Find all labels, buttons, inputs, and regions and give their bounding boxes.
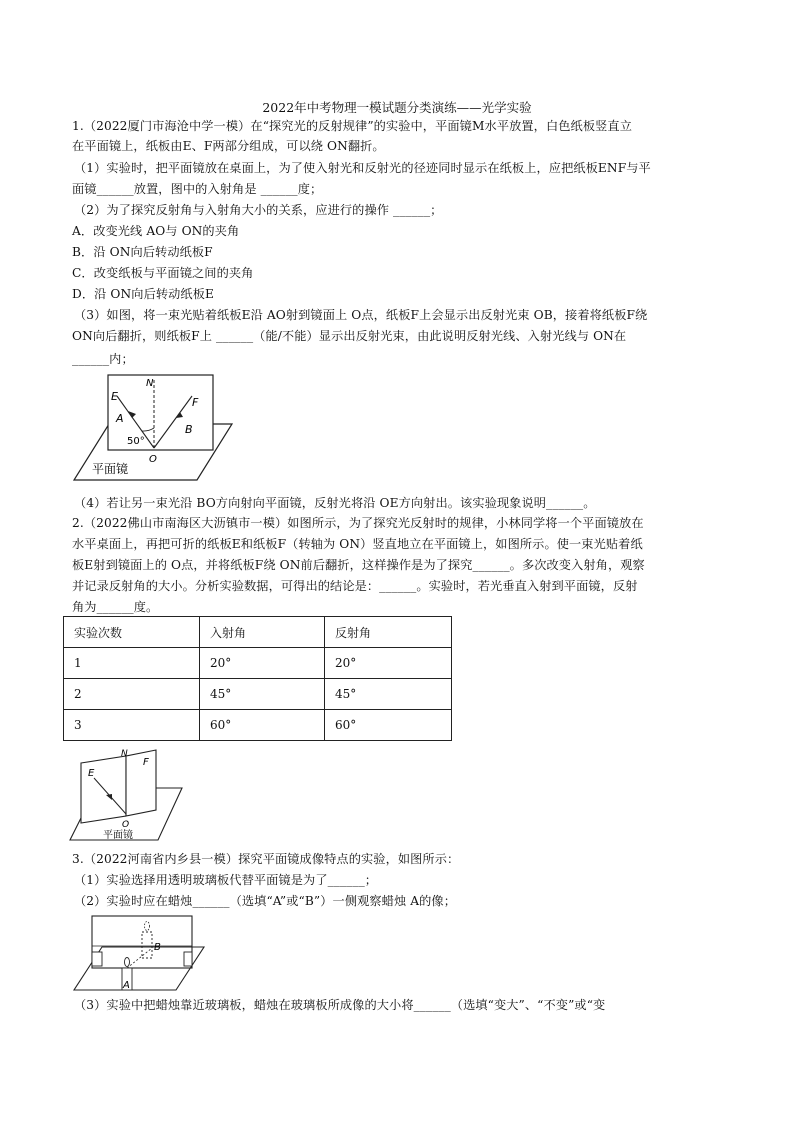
q1-part1-line: 面镜______放置，图中的入射角是 ______度；: [72, 182, 323, 196]
q2-text-line: 角为______度。: [72, 600, 159, 614]
q1-option-b: B．沿 ON向后转动纸板F: [72, 245, 213, 259]
label-e: E: [111, 390, 118, 403]
table-row: [64, 648, 452, 679]
q1-option-d: D．沿 ON向后转动纸板E: [72, 287, 214, 301]
table-cell: 45°: [325, 679, 452, 710]
table-row: [64, 710, 452, 741]
label-n: N: [146, 378, 154, 389]
q1-option-c: C．改变纸板与平面镜之间的夹角: [72, 266, 254, 280]
q1-part4: （4）若让另一束光沿 BO方向射向平面镜，反射光将沿 OE方向射出。该实验现象说明______。: [74, 496, 596, 510]
angle-label: 50°: [127, 436, 145, 447]
label-b: B: [154, 942, 161, 953]
table-cell: 3: [64, 710, 200, 741]
label-a: A: [116, 412, 124, 425]
table-cell: 60°: [325, 710, 452, 741]
table-cell: 1: [64, 648, 200, 679]
table-header-row: [64, 617, 452, 648]
label-b: B: [185, 423, 193, 436]
mirror-imaging-figure: [72, 912, 212, 994]
table-row: [64, 679, 452, 710]
q1-part3-line: （3）如图，将一束光贴着纸板E沿 AO射到镜面上 O点，纸板F上会显示出反射光束 OB，接着将纸板F绕: [74, 308, 648, 322]
table-header-cell: 反射角: [325, 617, 452, 648]
label-n: N: [121, 749, 128, 759]
q3-part3: （3）实验中把蜡烛靠近玻璃板，蜡烛在玻璃板所成像的大小将______（选填“变大”、“不变”或“变: [74, 998, 606, 1012]
q1-option-a: A．改变光线 AO与 ON的夹角: [72, 224, 240, 238]
page-title: 2022年中考物理一模试题分类演练——光学实验: [262, 100, 532, 115]
q3-part2: （2）实验时应在蜡烛______（选填“A”或“B”）一侧观察蜡烛 A的像；: [74, 894, 456, 908]
q1-text-line: 在平面镜上，纸板由E、F两部分组成，可以绕 ON翻折。: [72, 139, 385, 153]
mirror-label: 平面镜: [103, 830, 133, 841]
mirror-label: 平面镜: [92, 462, 129, 476]
label-a: A: [123, 980, 130, 991]
q1-part3-line: ______内；: [72, 352, 134, 366]
label-f: F: [143, 757, 149, 768]
q2-text-line: 2.（2022佛山市南海区大沥镇市一模）如图所示，为了探究光反射时的规律，小林同学将一个平面镜放在: [72, 516, 644, 530]
table-header-cell: 实验次数: [64, 617, 200, 648]
table-cell: 20°: [325, 648, 452, 679]
q1-part2: （2）为了探究反射角与入射角大小的关系，应进行的操作 ______；: [74, 203, 443, 217]
reflection-figure-1: [72, 372, 237, 487]
label-o: O: [122, 820, 130, 830]
q1-text-line: 1.（2022厦门市海沧中学一模）在“探究光的反射规律”的实验中，平面镜M水平放置，白色纸板竖直立: [72, 119, 632, 133]
label-f: F: [192, 396, 199, 409]
reflection-figure-2: [66, 748, 186, 848]
experiment-data-table: [63, 616, 452, 741]
q3-text-line: 3.（2022河南省内乡县一模）探究平面镜成像特点的实验，如图所示：: [72, 852, 460, 866]
table-header-cell: 入射角: [200, 617, 325, 648]
q1-part1-line: （1）实验时，把平面镜放在桌面上，为了使入射光和反射光的径迹同时显示在纸板上，应把纸板ENF与平: [74, 161, 651, 175]
q1-part3-line: ON向后翻折，则纸板F上 ______（能/不能）显示出反射光束，由此说明反射光线、入射光线与 ON在: [72, 329, 627, 343]
q2-text-line: 并记录反射角的大小。分析实验数据，可得出的结论是：______。实验时，若光垂直入射到平面镜，反射: [72, 579, 638, 593]
label-o: O: [149, 454, 157, 465]
label-e: E: [88, 768, 95, 779]
q3-part1: （1）实验选择用透明玻璃板代替平面镜是为了______；: [74, 873, 378, 887]
table-cell: 20°: [200, 648, 325, 679]
q2-text-line: 水平桌面上，再把可折的纸板E和纸板F（转轴为 ON）竖直地立在平面镜上，如图所示。使一束光贴着纸: [72, 537, 643, 551]
table-cell: 2: [64, 679, 200, 710]
q2-text-line: 板E射到镜面上的 O点，并将纸板F绕 ON前后翻折，这样操作是为了探究______。多次改变入射角，观察: [72, 558, 645, 572]
table-cell: 45°: [200, 679, 325, 710]
table-cell: 60°: [200, 710, 325, 741]
